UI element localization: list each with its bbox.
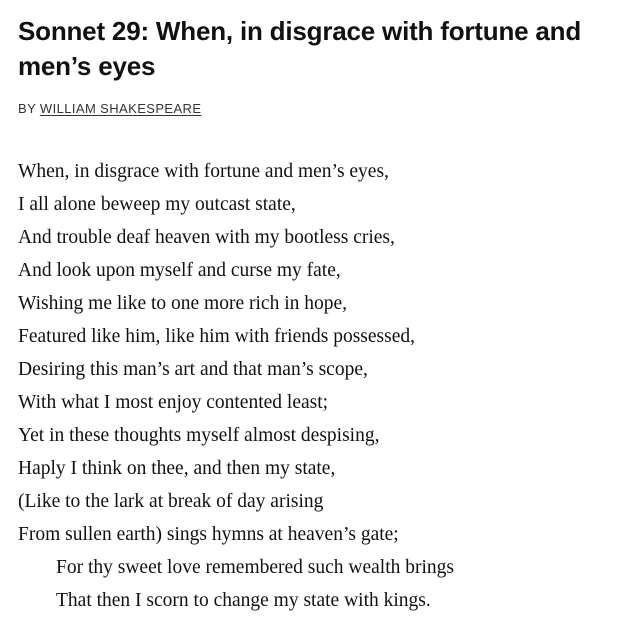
poem-line: I all alone beweep my outcast state, bbox=[18, 194, 296, 215]
poem-body bbox=[18, 155, 618, 617]
poem-line-couplet: That then I scorn to change my state with kings. bbox=[56, 590, 431, 611]
poem-line: With what I most enjoy contented least; bbox=[18, 392, 329, 413]
poem-line: Desiring this man’s art and that man’s scope, bbox=[18, 359, 368, 380]
byline bbox=[18, 100, 618, 118]
poem-line: From sullen earth) sings hymns at heaven’s gate; bbox=[18, 524, 399, 545]
poem-line: Haply I think on thee, and then my state, bbox=[18, 458, 336, 479]
byline-prefix: BY bbox=[18, 101, 40, 116]
poem-line-couplet: For thy sweet love remembered such wealth brings bbox=[56, 557, 455, 578]
poem-line: And trouble deaf heaven with my bootless cries, bbox=[18, 227, 395, 248]
poem-title: Sonnet 29: When, in disgrace with fortune and men’s eyes bbox=[18, 16, 582, 81]
poem-line: Wishing me like to one more rich in hope, bbox=[18, 293, 348, 314]
poem-line: When, in disgrace with fortune and men’s eyes, bbox=[18, 161, 389, 182]
poem-line: Yet in these thoughts myself almost despising, bbox=[18, 425, 380, 446]
poem-line: Featured like him, like him with friends possessed, bbox=[18, 326, 415, 347]
poem-line: (Like to the lark at break of day arising bbox=[18, 491, 324, 512]
poem-line: And look upon myself and curse my fate, bbox=[18, 260, 341, 281]
poem-article bbox=[18, 0, 618, 617]
author-link[interactable]: WILLIAM SHAKESPEARE bbox=[39, 101, 202, 116]
